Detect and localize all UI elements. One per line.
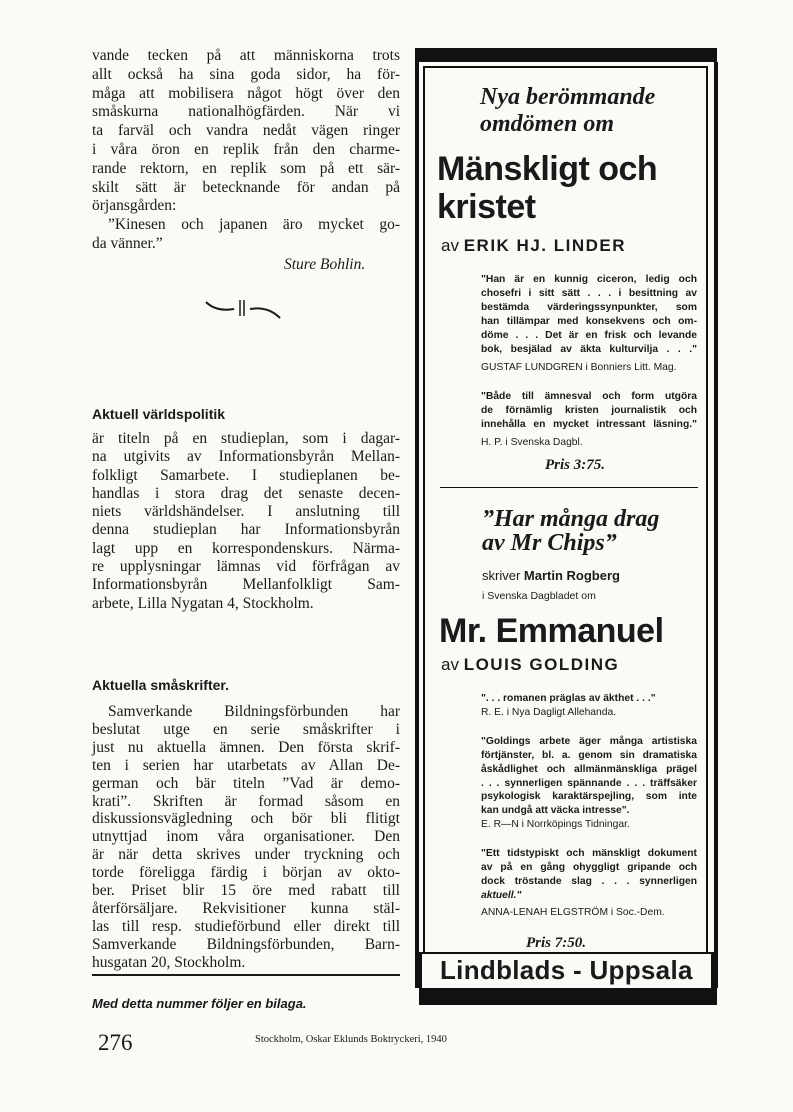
text-line: husgatan 20, Stockholm. [92, 953, 246, 971]
text-line: re upplysningar lämnas vid förfrågan av [92, 558, 400, 576]
text-line: folkligt Samarbete. I studieplanen be- [92, 466, 400, 484]
author-name: ERIK HJ. LINDER [463, 236, 626, 255]
text-line: är när detta skrives under tryckning och [92, 846, 400, 864]
quote-line: aktuell." [481, 889, 522, 901]
ad-top-bar [415, 48, 717, 62]
quote-line: han tillämpar med konsekvens och om- [481, 315, 697, 327]
text-line: i våra öron en replik från den charme- [92, 140, 400, 158]
ornament-icon [204, 296, 284, 320]
quote-line: de förnämlig kristen journalistik och [481, 405, 697, 417]
text-line: måga att mobilisera något högt över den [92, 84, 400, 102]
text-line: niets världshändelser. I anslutning till [92, 503, 400, 521]
text-line: Informationsbyrån Mellanfolkligt Sam- [92, 576, 400, 594]
quote-source: R. E. i Nya Dagligt Allehanda. [481, 706, 617, 718]
text-line: ”Kinesen och japanen äro mycket go- [108, 216, 400, 234]
price: Pris 7:50. [526, 935, 586, 951]
section-heading: Aktuella småskrifter. [92, 677, 229, 693]
text-line: vande tecken på att människorna trots [92, 47, 400, 64]
text-line: da vänner.” [92, 234, 163, 252]
book-title: Mr. Emmanuel [439, 612, 664, 650]
quote-line: av på en gång ohyggligt gripande och [481, 862, 697, 874]
text-line: na utgivits av Informationsbyrån Mellan- [92, 448, 400, 466]
review-headline: ”Har många drag [482, 506, 660, 532]
text-line: ten i serien har utarbetats av Allan De- [92, 756, 400, 774]
text-line: Samverkande Bildningsförbunden, Barn- [92, 935, 400, 953]
critic-line [482, 568, 620, 583]
quote-line: "Ett tidstypiskt och mänskligt dokument [481, 848, 697, 860]
quote-source: GUSTAF LUNDGREN i Bonniers Litt. Mag. [481, 362, 677, 374]
text-line: är titeln på en studieplan, som i dagar- [92, 430, 400, 447]
divider [92, 974, 400, 976]
text-line: örjansgården: [92, 197, 177, 215]
text-line: las till resp. studieförbund eller direkt till [92, 917, 400, 935]
ad-intro: Nya berömmande [480, 84, 656, 110]
ad-intro: omdömen om [480, 111, 615, 137]
quote-line: döme . . . Det är en frisk och levande [481, 329, 697, 341]
writes-label: skriver [482, 568, 521, 583]
quote-line: "Han är en kunnig ciceron, ledig och [481, 274, 697, 285]
text-line: handlas i stora drag det senaste decen- [92, 484, 400, 502]
quote-line: dock tröstande slag . . . synnerligen [481, 875, 697, 887]
book-title: kristet [437, 188, 536, 226]
text-line: beslutat utge en serie småskrifter i [92, 720, 400, 738]
text-line: Samverkande Bildningsförbunden har [108, 703, 400, 720]
quote-line: bestämda värderingssynpunkter, som [481, 301, 697, 313]
quote-line: bok, besjälad av äkta kulturvilja . . ." [481, 343, 697, 355]
text-line: rande rektorn, en replik som på ett sär- [92, 159, 400, 177]
by-label: av [441, 236, 459, 255]
critic-name: Martin Rogberg [523, 568, 620, 583]
text-line: krati”. Skriften är formad såsom en [92, 792, 400, 810]
text-line: denna studieplan har Informationsbyrån [92, 521, 400, 539]
text-line: diskussionsvägledning och bör bli flitigt [92, 810, 400, 828]
article3-body [92, 703, 400, 972]
text-line: lagt upp en korrespondenskurs. Närma- [92, 539, 400, 557]
quote-line: "Goldings arbete äger många artistiska [481, 735, 697, 747]
quote-line: kan undgå att väcka intresse". [481, 805, 630, 817]
quote-line: förtjänster, bl. a. genom sin dramatiska [481, 749, 697, 761]
text-line: just nu aktuella ämnen. Den första skrif- [92, 738, 400, 756]
page-number: 276 [98, 1030, 133, 1055]
ad-bottom-bar [419, 988, 717, 1005]
quote-line: innehålla en mycket intressant läsning." [481, 419, 697, 431]
by-label: av [441, 655, 459, 674]
book-author [441, 655, 619, 675]
quote-line: . . . synnerligen spännande . . . träffsäker [481, 777, 697, 789]
article2-body [92, 430, 400, 613]
supplement-note: Med detta nummer följer en bilaga. [92, 996, 307, 1011]
author-name: LOUIS GOLDING [463, 655, 620, 674]
signature: Sture Bohlin. [284, 256, 366, 273]
reviews-book2 [481, 692, 697, 920]
text-line: skilt sätt är betecknande för andan på [92, 178, 400, 196]
imprint: Stockholm, Oskar Eklunds Boktryckeri, 1940 [255, 1034, 447, 1045]
price: Pris 3:75. [545, 457, 605, 473]
text-line: småskurna nationalhögfärden. När vi [92, 103, 400, 121]
section-heading: Aktuell världspolitik [92, 406, 226, 422]
text-line: återförsäljare. Rekvisitioner kunna stäl- [92, 899, 400, 917]
reviews-book1 [481, 273, 697, 450]
text-line: ber. Priset blir 15 öre med rabatt till [92, 882, 400, 900]
quote-line: psykologisk karaktärspejling, som inte [481, 791, 697, 803]
quote-source: ANNA-LENAH ELGSTRÖM i Soc.-Dem. [481, 906, 665, 918]
text-line: utnyttjad inom våra organisationer. Den [92, 828, 400, 846]
text-line: torde föreligga färdig i början av okto- [92, 864, 400, 882]
text-line: arbete, Lilla Nygatan 4, Stockholm. [92, 594, 314, 612]
quote-line: åskådlighet och allmänmänskliga prägel [481, 763, 697, 775]
text-line: german och bär titeln ”Vad är demo- [92, 774, 400, 792]
quote-line: ". . . romanen präglas av äkthet . . ." [481, 693, 656, 704]
text-line: allt också ha sina goda sidor, ha för- [92, 65, 400, 83]
quote-line: chosefri i sitt sätt . . . i besittning av [481, 287, 697, 299]
book-author [441, 236, 626, 256]
quote-source: H. P. i Svenska Dagbl. [481, 437, 583, 449]
publisher-name: Lindblads - Uppsala [440, 955, 693, 985]
ad-separator [440, 487, 698, 488]
book-title: Mänskligt och [437, 150, 658, 188]
review-headline: av Mr Chips” [482, 530, 617, 556]
text-line: ta farväl och vandra nedåt vägen ringer [92, 122, 400, 140]
critic-paper: i Svenska Dagbladet om [482, 590, 596, 602]
quote-source: E. R—N i Norrköpings Tidningar. [481, 819, 630, 831]
article1-body [92, 47, 400, 254]
quote-line: "Både till ämnesval och form utgöra [481, 391, 697, 403]
